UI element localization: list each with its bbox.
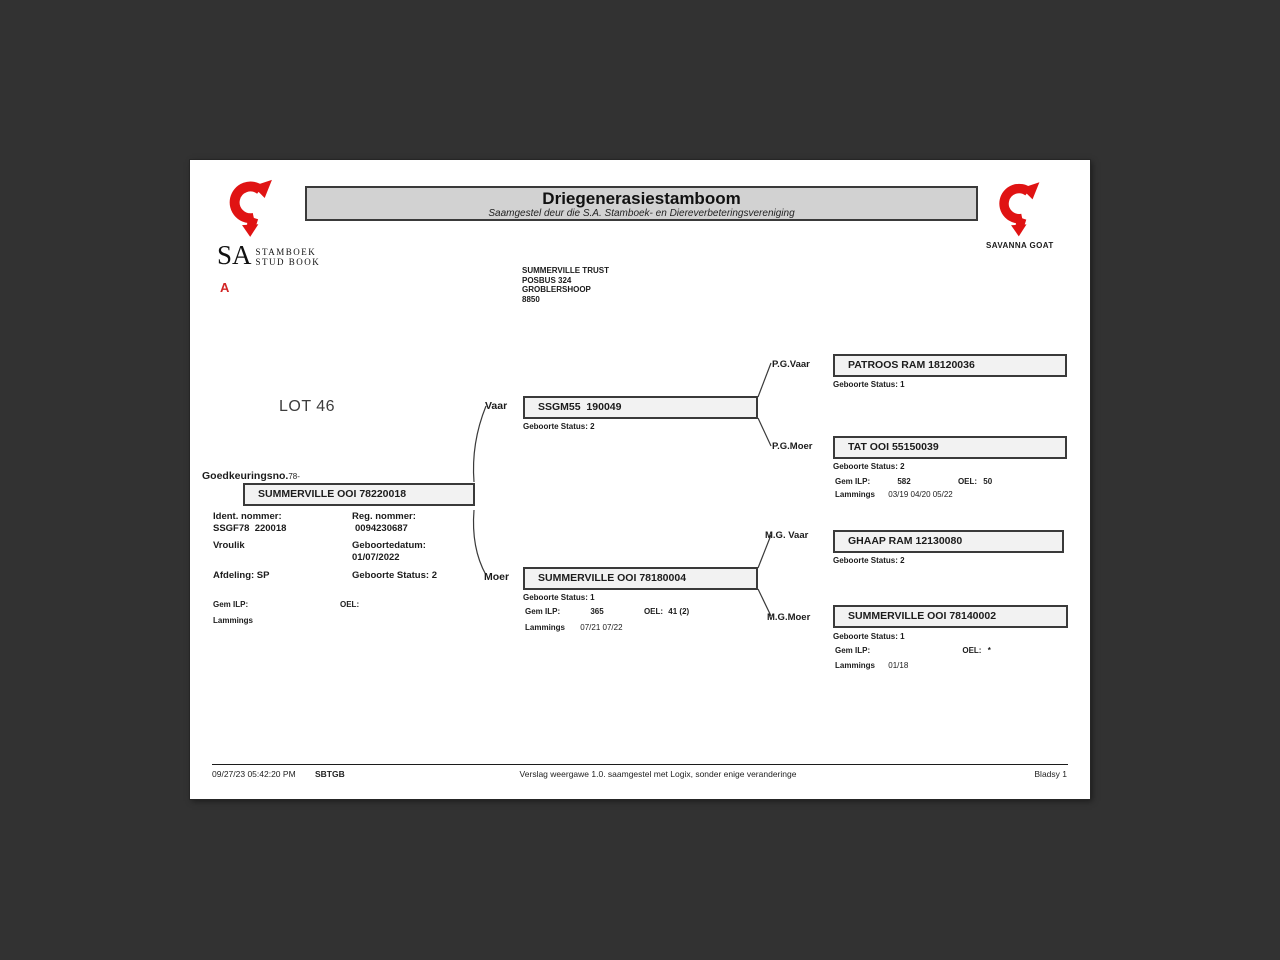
address-line: POSBUS 324: [522, 275, 572, 285]
footer-version-note: Verslag weergawe 1.0. saamgestel met Logix, sonder enige veranderinge: [519, 769, 797, 779]
animal-lammings-label: Lammings: [213, 616, 254, 625]
sa-stamboek-logo-icon: [223, 174, 281, 240]
sire-name-box: SSGM55 190049: [523, 396, 758, 419]
lot-number: LOT 46: [279, 398, 336, 415]
sa-stamboek-wordmark: [217, 242, 347, 268]
sa-wordmark-big: SA: [217, 240, 252, 270]
animal-gem-ilp-label: Gem ILP:: [213, 600, 249, 609]
reg-value: 0094230687: [355, 523, 408, 534]
pg-dam-geboorte-status: Geboorte Status: 2: [833, 462, 905, 471]
grade-mark: A: [220, 280, 230, 295]
address-line: GROBLERSHOOP: [522, 285, 591, 295]
pedigree-document-page: [190, 160, 1090, 799]
sa-wordmark-lines: STAMBOEK STUD BOOK: [255, 247, 321, 267]
mg-sire-geboorte-status: Geboorte Status: 2: [833, 556, 905, 565]
mg-sire-name-box: GHAAP RAM 12130080: [833, 530, 1064, 553]
savanna-goat-logo-icon: [993, 177, 1048, 239]
animal-oel-label: OEL:: [340, 600, 360, 609]
mg-dam-ilp-row: Gem ILP: OEL: *: [835, 646, 991, 655]
pg-sire-name-box: PATROOS RAM 18120036: [833, 354, 1067, 377]
mg-dam-geboorte-status: Geboorte Status: 1: [833, 632, 905, 641]
dam-name-box: SUMMERVILLE OOI 78180004: [523, 567, 758, 590]
sire-label: Vaar: [485, 400, 508, 412]
animal-geboorte-status: Geboorte Status: 2: [352, 570, 437, 581]
pg-dam-name-box: TAT OOI 55150039: [833, 436, 1067, 459]
afdeling-value: Afdeling: SP: [213, 570, 270, 581]
ident-label: Ident. nommer:: [213, 511, 282, 522]
pg-sire-geboorte-status: Geboorte Status: 1: [833, 380, 905, 389]
dam-geboorte-status: Geboorte Status: 1: [523, 593, 595, 602]
address-line: SUMMERVILLE TRUST: [522, 266, 609, 275]
mg-sire-label: M.G. Vaar: [765, 530, 809, 541]
mg-dam-name-box: SUMMERVILLE OOI 78140002: [833, 605, 1068, 628]
report-subtitle: Saamgestel deur die S.A. Stamboek- en Diereverbeteringsvereniging: [488, 208, 795, 219]
mg-dam-label: M.G.Moer: [767, 612, 811, 623]
reg-label: Reg. nommer:: [352, 511, 416, 522]
footer-datetime: 09/27/23 05:42:20 PM: [212, 769, 296, 779]
owner-address-block: [522, 266, 609, 304]
dam-lammings-row: Lammings 07/21 07/22: [525, 623, 623, 632]
birthdate-label: Geboortedatum:: [352, 540, 426, 551]
dam-label: Moer: [484, 571, 510, 583]
pg-dam-label: P.G.Moer: [772, 441, 813, 452]
sire-geboorte-status: Geboorte Status: 2: [523, 422, 595, 431]
savanna-goat-label: SAVANNA GOAT: [986, 241, 1054, 250]
address-line: 8850: [522, 294, 540, 304]
animal-name-box: SUMMERVILLE OOI 78220018: [243, 483, 475, 506]
footer-page-number: Bladsy 1: [1034, 769, 1067, 779]
report-title-banner: [305, 186, 978, 221]
report-title: Driegenerasiestamboom: [542, 189, 741, 208]
birthdate-value: 01/07/2022: [352, 552, 400, 563]
footer-code: SBTGB: [315, 769, 345, 779]
approval-value: 78-: [288, 472, 300, 481]
sex-value: Vroulik: [213, 540, 245, 551]
pg-dam-lammings-row: Lammings 03/19 04/20 05/22: [835, 490, 953, 499]
mg-dam-lammings-row: Lammings 01/18: [835, 661, 909, 670]
ident-value: SSGF78 220018: [213, 523, 287, 534]
pg-sire-label: P.G.Vaar: [772, 359, 810, 370]
approval-number: [202, 466, 300, 484]
approval-label: Goedkeuringsno.: [202, 470, 289, 482]
pg-dam-ilp-row: Gem ILP: 582 OEL: 50: [835, 477, 993, 486]
footer-rule: [212, 764, 1068, 765]
dam-ilp-row: Gem ILP: 365 OEL: 41 (2): [525, 607, 690, 616]
